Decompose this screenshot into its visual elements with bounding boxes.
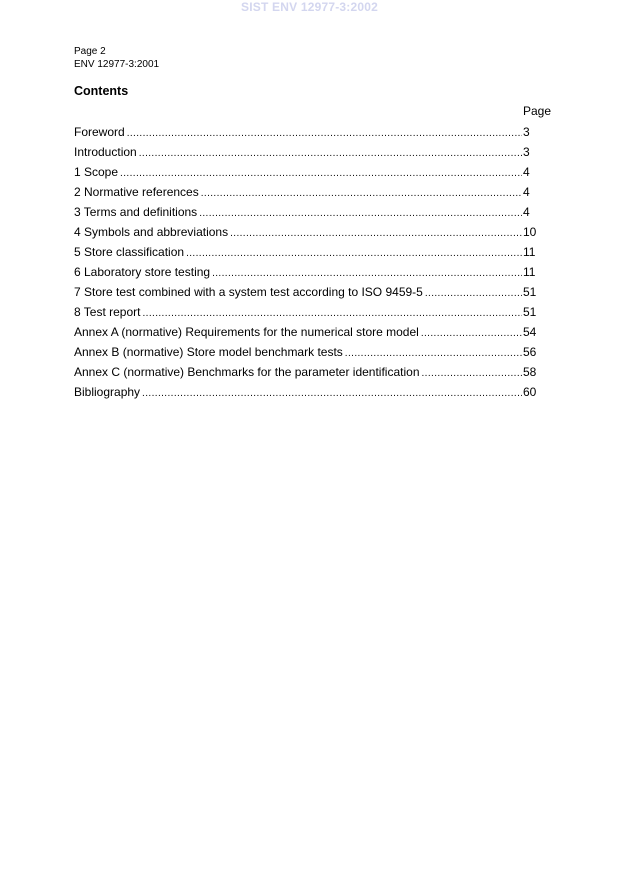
toc-leader-dots (345, 344, 522, 364)
toc-entry-page: 3 (523, 125, 530, 139)
watermark: SIST ENV 12977-3:2002 (241, 0, 378, 14)
toc-entry-store-classification[interactable] (74, 242, 539, 262)
toc-entry-page: 58 (523, 365, 537, 379)
toc-entry-annex-b[interactable] (74, 342, 539, 362)
toc-leader-dots (201, 184, 522, 204)
toc-leader-dots (120, 164, 522, 184)
toc-leader-dots (127, 124, 522, 144)
toc-entry-introduction[interactable] (74, 142, 539, 162)
page-column-label: Page (523, 104, 552, 118)
toc-entry-laboratory-store-testing[interactable] (74, 262, 539, 282)
toc-entry-page: 4 (523, 205, 530, 219)
toc-entry-symbols-and-abbreviations[interactable] (74, 222, 539, 242)
toc-entry-title: Annex B (normative) Store model benchmark tests (74, 345, 343, 359)
toc-entry-page: 60 (523, 385, 537, 399)
toc-entry-title: Annex C (normative) Benchmarks for the parameter identification (74, 365, 420, 379)
toc-entry-page: 11 (523, 245, 536, 259)
toc-entry-page: 4 (523, 185, 530, 199)
toc-entry-scope[interactable] (74, 162, 539, 182)
contents-heading: Contents (74, 84, 129, 98)
page-number-label: Page 2 (74, 46, 106, 57)
toc-entry-title: Foreword (74, 125, 125, 139)
toc-leader-dots (425, 284, 522, 304)
toc-entry-page: 4 (523, 165, 530, 179)
toc-entry-page: 51 (523, 305, 537, 319)
toc-entry-title: 6 Laboratory store testing (74, 265, 211, 279)
toc-entry-title: 5 Store classification (74, 245, 185, 259)
toc-leader-dots (142, 304, 522, 324)
toc-entry-page: 10 (523, 225, 537, 239)
toc-leader-dots (230, 224, 522, 244)
toc-entry-foreword[interactable] (74, 122, 539, 142)
toc-leader-dots (142, 384, 522, 404)
toc-entry-title: 8 Test report (74, 305, 141, 319)
toc-leader-dots (421, 324, 522, 344)
toc-entry-title: Bibliography (74, 385, 141, 399)
toc-leader-dots (139, 144, 522, 164)
page-header (74, 45, 159, 71)
toc-entry-title: 3 Terms and definitions (74, 205, 198, 219)
toc-entry-title: 4 Symbols and abbreviations (74, 225, 229, 239)
toc-entry-normative-references[interactable] (74, 182, 539, 202)
toc-leader-dots (199, 204, 522, 224)
document-id: ENV 12977-3:2001 (74, 59, 160, 70)
toc-leader-dots (186, 244, 522, 264)
toc-entry-bibliography[interactable] (74, 382, 539, 402)
table-of-contents (74, 122, 539, 402)
toc-entry-annex-a[interactable] (74, 322, 539, 342)
toc-entry-annex-c[interactable] (74, 362, 539, 382)
toc-entry-page: 56 (523, 345, 537, 359)
toc-entry-title: 2 Normative references (74, 185, 199, 199)
toc-entry-title: Introduction (74, 145, 137, 159)
toc-entry-title: 7 Store test combined with a system test according to ISO 9459-5 (74, 285, 423, 299)
toc-entry-page: 3 (523, 145, 530, 159)
toc-entry-store-test-combined[interactable] (74, 282, 539, 302)
toc-entry-page: 54 (523, 325, 537, 339)
toc-leader-dots (212, 264, 522, 284)
toc-entry-page: 11 (523, 265, 536, 279)
toc-entry-title: Annex A (normative) Requirements for the numerical store model (74, 325, 419, 339)
toc-entry-page: 51 (523, 285, 537, 299)
toc-entry-title: 1 Scope (74, 165, 119, 179)
toc-entry-terms-and-definitions[interactable] (74, 202, 539, 222)
toc-leader-dots (422, 364, 523, 384)
toc-entry-test-report[interactable] (74, 302, 539, 322)
